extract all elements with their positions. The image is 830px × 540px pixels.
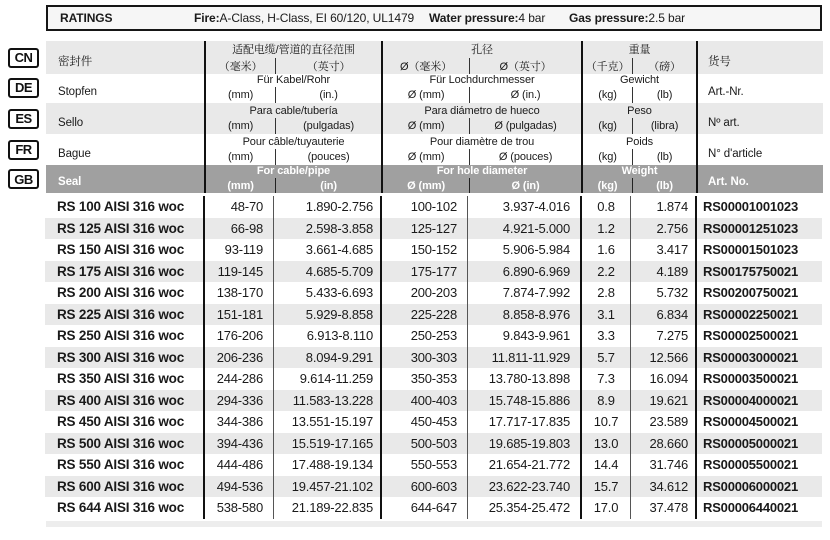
cable-pipe-title: 适配电缆/管道的直径范围 bbox=[232, 44, 355, 56]
weight-kg-value: 1.2 bbox=[580, 218, 630, 240]
hole-diameter-column-header bbox=[381, 134, 581, 165]
weight-title: Peso bbox=[627, 105, 652, 117]
cable-pipe-column-header bbox=[204, 103, 381, 134]
seal-name: RS 450 AISI 316 woc bbox=[57, 414, 185, 430]
weight-kg-value: 15.7 bbox=[580, 476, 630, 498]
hole-diameter-units bbox=[383, 178, 581, 193]
weight-column-header bbox=[581, 103, 696, 134]
language-badge: ES bbox=[8, 109, 39, 129]
table-row bbox=[45, 196, 822, 218]
hole-inch-value: 19.685-19.803 bbox=[467, 433, 580, 455]
weight-kg-unit: (kg) bbox=[597, 179, 618, 192]
hole-inch-value: 15.748-15.886 bbox=[467, 390, 580, 412]
weight-lb-value: 34.612 bbox=[630, 476, 695, 498]
water-pressure-label: Water pressure: bbox=[429, 11, 519, 25]
table-row bbox=[45, 347, 822, 369]
hole-mm-unit: Ø (mm) bbox=[407, 89, 445, 101]
weight-lb-unit: (libra) bbox=[632, 118, 696, 134]
weight-lb-value: 7.275 bbox=[630, 325, 695, 347]
weight-lb-unit: （磅） bbox=[632, 58, 696, 74]
article-number: RS00001001023 bbox=[695, 196, 822, 218]
weight-kg-value: 5.7 bbox=[580, 347, 630, 369]
weight-lb-value: 3.417 bbox=[630, 239, 695, 261]
hole-inch-unit: Ø (pouces) bbox=[469, 149, 581, 165]
seal-column-label: Stopfen bbox=[58, 86, 97, 98]
cable-mm-value: 244-286 bbox=[203, 368, 273, 390]
cable-mm-value: 93-119 bbox=[203, 239, 273, 261]
language-badge: GB bbox=[8, 169, 39, 189]
weight-kg-value: 7.3 bbox=[580, 368, 630, 390]
weight-column-header bbox=[581, 72, 696, 103]
cable-inch-value: 5.433-6.693 bbox=[273, 282, 380, 304]
seal-name: RS 150 AISI 316 woc bbox=[57, 242, 185, 258]
cable-mm-value: 344-386 bbox=[203, 411, 273, 433]
hole-inch-value: 9.843-9.961 bbox=[467, 325, 580, 347]
weight-kg-unit: (kg) bbox=[598, 120, 617, 132]
weight-column-header bbox=[581, 165, 696, 193]
language-badge-cell bbox=[0, 165, 46, 193]
weight-kg-value: 14.4 bbox=[580, 454, 630, 476]
hole-diameter-title: Für Lochdurchmesser bbox=[429, 74, 535, 86]
hole-inch-unit: Ø（英寸） bbox=[469, 58, 581, 74]
water-pressure-rating bbox=[429, 11, 546, 25]
weight-kg-value: 10.7 bbox=[580, 411, 630, 433]
cable-inch-unit: (in.) bbox=[275, 87, 381, 103]
hole-inch-value: 25.354-25.472 bbox=[467, 497, 580, 519]
cable-mm-value: 206-236 bbox=[203, 347, 273, 369]
hole-inch-unit: Ø (in) bbox=[469, 178, 581, 193]
article-number: RS00003500021 bbox=[695, 368, 822, 390]
weight-lb-value: 2.756 bbox=[630, 218, 695, 240]
table-row bbox=[45, 454, 822, 476]
hole-inch-unit: Ø (in.) bbox=[469, 87, 581, 103]
cable-pipe-column-header bbox=[204, 72, 381, 103]
language-badge-cell bbox=[0, 72, 46, 103]
seal-column-label: 密封件 bbox=[46, 41, 204, 74]
fire-rating bbox=[194, 11, 415, 25]
hole-mm-unit: Ø（毫米） bbox=[400, 61, 453, 73]
hole-mm-value: 125-127 bbox=[380, 218, 467, 240]
cable-pipe-title: Pour câble/tuyauterie bbox=[242, 136, 345, 148]
weight-lb-value: 4.189 bbox=[630, 261, 695, 283]
language-badge-cell bbox=[0, 103, 46, 134]
seal-name: RS 644 AISI 316 woc bbox=[57, 500, 185, 516]
table-row bbox=[45, 282, 822, 304]
cable-inch-value: 4.685-5.709 bbox=[273, 261, 380, 283]
cable-inch-unit: (pulgadas) bbox=[275, 118, 381, 134]
weight-lb-value: 37.478 bbox=[630, 497, 695, 519]
hole-mm-value: 350-353 bbox=[380, 368, 467, 390]
hole-inch-value: 11.811-11.929 bbox=[467, 347, 580, 369]
article-number: RS00001501023 bbox=[695, 239, 822, 261]
gas-pressure-label: Gas pressure: bbox=[569, 11, 649, 25]
cable-inch-value: 11.583-13.228 bbox=[273, 390, 380, 412]
article-number-column-label: Art.-Nr. bbox=[696, 72, 823, 103]
hole-inch-value: 23.622-23.740 bbox=[467, 476, 580, 498]
seal-name: RS 550 AISI 316 woc bbox=[57, 457, 185, 473]
cable-pipe-units bbox=[206, 149, 381, 165]
hole-mm-value: 400-403 bbox=[380, 390, 467, 412]
table-row bbox=[45, 390, 822, 412]
hole-inch-value: 6.890-6.969 bbox=[467, 261, 580, 283]
article-number: RS00002250021 bbox=[695, 304, 822, 326]
weight-title: Poids bbox=[625, 136, 654, 148]
weight-kg-value: 0.8 bbox=[580, 196, 630, 218]
ratings-label: RATINGS bbox=[60, 11, 113, 25]
cable-mm-value: 138-170 bbox=[203, 282, 273, 304]
cable-inch-unit: （英寸） bbox=[275, 58, 381, 74]
weight-lb-value: 12.566 bbox=[630, 347, 695, 369]
seal-name: RS 200 AISI 316 woc bbox=[57, 285, 185, 301]
table-row bbox=[45, 239, 822, 261]
hole-diameter-title: Pour diamètre de trou bbox=[429, 136, 535, 148]
seal-name: RS 225 AISI 316 woc bbox=[57, 306, 185, 322]
table-row bbox=[45, 368, 822, 390]
weight-kg-value: 8.9 bbox=[580, 390, 630, 412]
table-row bbox=[45, 325, 822, 347]
header-rows bbox=[0, 41, 830, 193]
header-row bbox=[0, 103, 830, 134]
weight-units bbox=[583, 149, 696, 165]
article-number-column-label: Art. No. bbox=[696, 165, 823, 193]
weight-lb-value: 1.874 bbox=[630, 196, 695, 218]
hole-diameter-title: For hole diameter bbox=[436, 165, 528, 177]
hole-inch-unit: Ø (pulgadas) bbox=[469, 118, 581, 134]
hole-mm-value: 250-253 bbox=[380, 325, 467, 347]
cable-mm-value: 538-580 bbox=[203, 497, 273, 519]
table-row bbox=[45, 497, 822, 519]
weight-lb-value: 16.094 bbox=[630, 368, 695, 390]
seal-name: RS 400 AISI 316 woc bbox=[57, 392, 185, 408]
article-number: RS00004500021 bbox=[695, 411, 822, 433]
cable-inch-value: 13.551-15.197 bbox=[273, 411, 380, 433]
hole-diameter-title: 孔径 bbox=[471, 44, 493, 56]
weight-kg-value: 2.8 bbox=[580, 282, 630, 304]
cable-pipe-title: Für Kabel/Rohr bbox=[256, 74, 331, 86]
seal-name: RS 350 AISI 316 woc bbox=[57, 371, 185, 387]
weight-lb-value: 23.589 bbox=[630, 411, 695, 433]
weight-kg-value: 1.6 bbox=[580, 239, 630, 261]
article-number: RS00001251023 bbox=[695, 218, 822, 240]
cable-inch-unit: (pouces) bbox=[275, 149, 381, 165]
article-number: RS00005500021 bbox=[695, 454, 822, 476]
hole-diameter-column-header bbox=[381, 165, 581, 193]
ratings-bar bbox=[46, 5, 822, 31]
cable-inch-value: 2.598-3.858 bbox=[273, 218, 380, 240]
article-number: RS00006440021 bbox=[695, 497, 822, 519]
seal-column-label: Sello bbox=[46, 103, 204, 134]
article-number: RS00006000021 bbox=[695, 476, 822, 498]
seal-column-label: Bague bbox=[58, 148, 91, 160]
seal-name: RS 175 AISI 316 woc bbox=[57, 263, 185, 279]
article-number-column-label: N° d'article bbox=[696, 134, 823, 165]
hole-mm-value: 600-603 bbox=[380, 476, 467, 498]
language-badge-cell bbox=[0, 41, 46, 74]
weight-column-header bbox=[581, 41, 696, 74]
article-number: RS00005000021 bbox=[695, 433, 822, 455]
hole-inch-value: 4.921-5.000 bbox=[467, 218, 580, 240]
weight-units bbox=[583, 178, 696, 193]
hole-mm-unit: Ø (mm) bbox=[407, 120, 445, 132]
cable-mm-unit: (mm) bbox=[227, 120, 254, 132]
weight-lb-value: 19.621 bbox=[630, 390, 695, 412]
cable-mm-value: 66-98 bbox=[203, 218, 273, 240]
hole-diameter-units bbox=[383, 149, 581, 165]
article-number: RS00004000021 bbox=[695, 390, 822, 412]
article-number: RS00002500021 bbox=[695, 325, 822, 347]
cable-mm-value: 444-486 bbox=[203, 454, 273, 476]
hole-diameter-column-header bbox=[381, 72, 581, 103]
cable-mm-unit: (mm) bbox=[227, 179, 254, 192]
table-row bbox=[45, 433, 822, 455]
cable-mm-value: 151-181 bbox=[203, 304, 273, 326]
cable-pipe-column-header bbox=[204, 41, 381, 74]
weight-lb-value: 5.732 bbox=[630, 282, 695, 304]
hole-mm-value: 225-228 bbox=[380, 304, 467, 326]
header-row bbox=[0, 165, 830, 193]
hole-inch-value: 3.937-4.016 bbox=[467, 196, 580, 218]
weight-kg-value: 17.0 bbox=[580, 497, 630, 519]
hole-diameter-title: Para diámetro de hueco bbox=[424, 105, 540, 117]
fire-rating-label: Fire: bbox=[194, 11, 220, 25]
cable-inch-value: 3.661-4.685 bbox=[273, 239, 380, 261]
cable-inch-value: 5.929-8.858 bbox=[273, 304, 380, 326]
cable-mm-value: 394-436 bbox=[203, 433, 273, 455]
table-row bbox=[45, 218, 822, 240]
hole-mm-value: 500-503 bbox=[380, 433, 467, 455]
cable-mm-value: 494-536 bbox=[203, 476, 273, 498]
hole-mm-value: 175-177 bbox=[380, 261, 467, 283]
gas-pressure-rating bbox=[569, 11, 686, 25]
weight-column-header bbox=[581, 134, 696, 165]
weight-lb-unit: (lb) bbox=[632, 178, 696, 193]
hole-inch-value: 7.874-7.992 bbox=[467, 282, 580, 304]
cable-mm-value: 119-145 bbox=[203, 261, 273, 283]
weight-kg-value: 13.0 bbox=[580, 433, 630, 455]
language-badge: FR bbox=[8, 140, 39, 160]
cable-inch-value: 9.614-11.259 bbox=[273, 368, 380, 390]
article-number: RS00200750021 bbox=[695, 282, 822, 304]
cable-inch-value: 8.094-9.291 bbox=[273, 347, 380, 369]
hole-inch-value: 5.906-5.984 bbox=[467, 239, 580, 261]
header-row bbox=[0, 72, 830, 103]
article-number-column-label: Nº art. bbox=[696, 103, 823, 134]
cable-mm-value: 176-206 bbox=[203, 325, 273, 347]
table-footer-strip bbox=[46, 521, 822, 527]
fire-rating-value: A-Class, H-Class, EI 60/120, UL1479 bbox=[219, 11, 415, 25]
weight-lb-value: 31.746 bbox=[630, 454, 695, 476]
hole-mm-value: 550-553 bbox=[380, 454, 467, 476]
seal-name: RS 250 AISI 316 woc bbox=[57, 328, 185, 344]
header-row bbox=[0, 41, 830, 72]
weight-title: Gewicht bbox=[619, 74, 660, 86]
language-badge: DE bbox=[8, 78, 39, 98]
cable-pipe-units bbox=[206, 87, 381, 103]
table-body bbox=[45, 196, 822, 519]
cable-inch-value: 1.890-2.756 bbox=[273, 196, 380, 218]
language-badge: CN bbox=[8, 48, 39, 68]
hole-mm-value: 200-203 bbox=[380, 282, 467, 304]
cable-mm-value: 48-70 bbox=[203, 196, 273, 218]
weight-kg-unit: (kg) bbox=[598, 89, 617, 101]
hole-mm-value: 644-647 bbox=[380, 497, 467, 519]
weight-lb-value: 28.660 bbox=[630, 433, 695, 455]
cable-inch-value: 17.488-19.134 bbox=[273, 454, 380, 476]
header-row bbox=[0, 134, 830, 165]
weight-units bbox=[583, 118, 696, 134]
hole-diameter-column-header bbox=[381, 103, 581, 134]
cable-inch-unit: (in) bbox=[275, 178, 381, 193]
cable-inch-value: 6.913-8.110 bbox=[273, 325, 380, 347]
cable-mm-value: 294-336 bbox=[203, 390, 273, 412]
hole-mm-value: 100-102 bbox=[380, 196, 467, 218]
table-row bbox=[45, 261, 822, 283]
hole-mm-unit: Ø (mm) bbox=[407, 151, 445, 163]
hole-mm-value: 450-453 bbox=[380, 411, 467, 433]
hole-inch-value: 17.717-17.835 bbox=[467, 411, 580, 433]
weight-title: Weight bbox=[621, 165, 658, 177]
gas-pressure-value: 2.5 bar bbox=[648, 11, 686, 25]
weight-kg-unit: (kg) bbox=[598, 151, 617, 163]
hole-inch-value: 21.654-21.772 bbox=[467, 454, 580, 476]
hole-mm-unit: Ø (mm) bbox=[407, 179, 446, 192]
weight-kg-unit: （千克） bbox=[585, 61, 630, 73]
cable-pipe-title: Para cable/tubería bbox=[249, 105, 338, 117]
cable-mm-unit: (mm) bbox=[227, 151, 254, 163]
weight-units bbox=[583, 87, 696, 103]
table-row bbox=[45, 476, 822, 498]
article-number: RS00003000021 bbox=[695, 347, 822, 369]
cable-inch-value: 15.519-17.165 bbox=[273, 433, 380, 455]
hole-diameter-units bbox=[383, 118, 581, 134]
seal-name: RS 100 AISI 316 woc bbox=[57, 199, 185, 215]
cable-pipe-column-header bbox=[204, 165, 381, 193]
weight-lb-unit: (lb) bbox=[632, 87, 696, 103]
seal-name: RS 500 AISI 316 woc bbox=[57, 435, 185, 451]
weight-title: 重量 bbox=[628, 44, 651, 56]
hole-diameter-column-header bbox=[381, 41, 581, 74]
hole-diameter-units bbox=[383, 87, 581, 103]
hole-mm-value: 150-152 bbox=[380, 239, 467, 261]
weight-kg-value: 3.1 bbox=[580, 304, 630, 326]
cable-pipe-title: For cable/pipe bbox=[256, 165, 331, 177]
weight-kg-value: 2.2 bbox=[580, 261, 630, 283]
hole-mm-value: 300-303 bbox=[380, 347, 467, 369]
article-number: RS00175750021 bbox=[695, 261, 822, 283]
cable-pipe-units bbox=[206, 118, 381, 134]
weight-lb-value: 6.834 bbox=[630, 304, 695, 326]
seal-column-label: Seal bbox=[46, 165, 204, 193]
article-number-column-label: 货号 bbox=[696, 41, 823, 74]
table-row bbox=[45, 304, 822, 326]
water-pressure-value: 4 bar bbox=[518, 11, 546, 25]
cable-pipe-units bbox=[206, 178, 381, 193]
cable-inch-value: 21.189-22.835 bbox=[273, 497, 380, 519]
table-row bbox=[45, 411, 822, 433]
weight-lb-unit: (lb) bbox=[632, 149, 696, 165]
seal-name: RS 300 AISI 316 woc bbox=[57, 349, 185, 365]
weight-kg-value: 3.3 bbox=[580, 325, 630, 347]
cable-mm-unit: (mm) bbox=[227, 89, 254, 101]
hole-inch-value: 8.858-8.976 bbox=[467, 304, 580, 326]
hole-inch-value: 13.780-13.898 bbox=[467, 368, 580, 390]
cable-pipe-column-header bbox=[204, 134, 381, 165]
cable-mm-unit: （毫米） bbox=[218, 61, 263, 73]
cable-inch-value: 19.457-21.102 bbox=[273, 476, 380, 498]
language-badge-cell bbox=[0, 134, 46, 165]
seal-name: RS 600 AISI 316 woc bbox=[57, 478, 185, 494]
seal-name: RS 125 AISI 316 woc bbox=[57, 220, 185, 236]
